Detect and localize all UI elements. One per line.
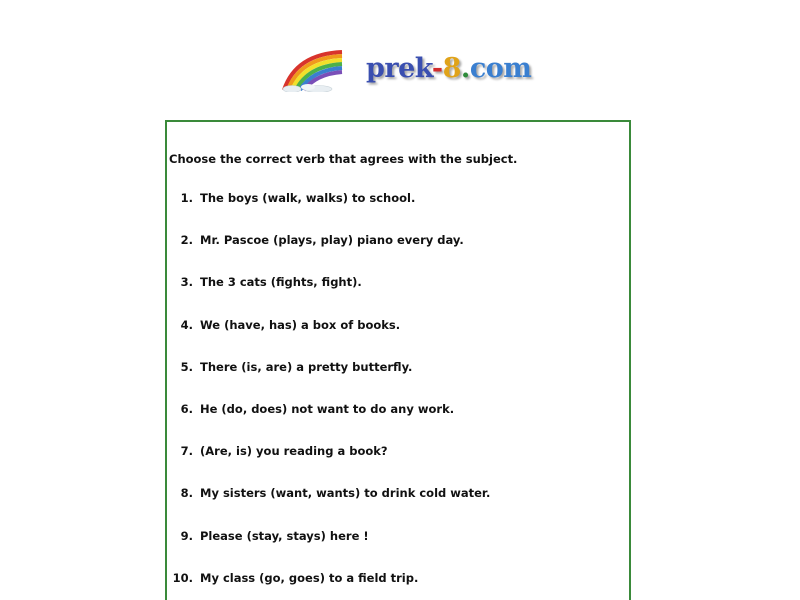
worksheet-box bbox=[165, 120, 631, 600]
question-text: My class (go, goes) to a field trip. bbox=[200, 570, 419, 585]
question-text: (Are, is) you reading a book? bbox=[200, 444, 388, 459]
worksheet-instruction: Choose the correct verb that agrees with the subject. bbox=[169, 152, 518, 166]
question-item bbox=[167, 401, 490, 443]
question-number: 3. bbox=[180, 275, 193, 290]
logo-part-eight: 8 bbox=[442, 53, 461, 84]
question-item bbox=[167, 359, 490, 401]
question-number: 2. bbox=[180, 233, 193, 248]
question-item bbox=[167, 443, 490, 485]
question-number: 9. bbox=[180, 528, 193, 543]
question-text: Please (stay, stays) here ! bbox=[200, 528, 369, 543]
question-list bbox=[167, 190, 490, 600]
logo-part-dash: - bbox=[431, 53, 443, 84]
question-text: Mr. Pascoe (plays, play) piano every day. bbox=[200, 233, 464, 248]
question-item bbox=[167, 570, 490, 600]
question-number: 4. bbox=[180, 317, 193, 332]
question-text: He (do, does) not want to do any work. bbox=[200, 401, 455, 416]
question-item bbox=[167, 232, 490, 274]
site-header bbox=[282, 48, 532, 94]
question-item bbox=[167, 485, 490, 527]
question-number: 8. bbox=[180, 486, 193, 501]
question-number: 5. bbox=[180, 359, 193, 374]
question-item bbox=[167, 528, 490, 570]
logo-part-prek: prek bbox=[366, 53, 432, 84]
question-item bbox=[167, 274, 490, 316]
question-item bbox=[167, 190, 490, 232]
site-logo-text[interactable] bbox=[366, 52, 531, 86]
logo-part-dot: . bbox=[460, 53, 470, 84]
question-text: The 3 cats (fights, fight). bbox=[200, 275, 362, 290]
question-number: 7. bbox=[180, 444, 193, 459]
question-text: There (is, are) a pretty butterfly. bbox=[200, 359, 413, 374]
question-item bbox=[167, 317, 490, 359]
question-number: 1. bbox=[180, 191, 193, 205]
rainbow-icon bbox=[282, 48, 346, 92]
question-number: 6. bbox=[180, 401, 193, 416]
question-text: We (have, has) a box of books. bbox=[200, 317, 401, 332]
question-number: 10. bbox=[172, 570, 193, 585]
question-text: My sisters (want, wants) to drink cold water. bbox=[200, 486, 491, 501]
logo-part-com: com bbox=[469, 53, 532, 84]
question-text: The boys (walk, walks) to school. bbox=[200, 191, 416, 205]
